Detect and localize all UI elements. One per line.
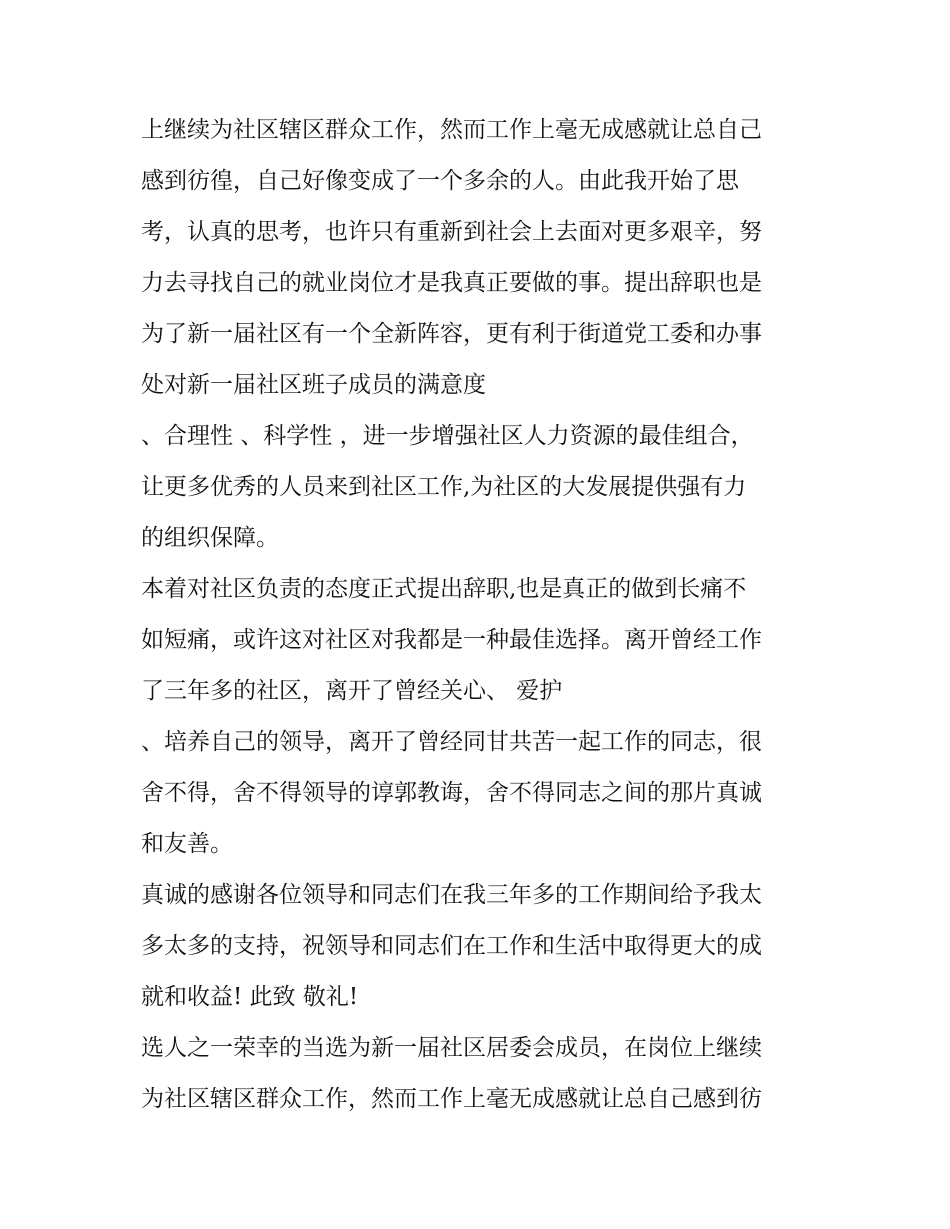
text-line: 的组织保障。 (141, 525, 279, 551)
text-line: 上继续为社区辖区群众工作，然而工作上毫无成感就让总自己 (141, 117, 762, 143)
text-line: 就和收益! 此致 敬礼! (141, 984, 359, 1010)
text-line: 处对新一届社区班子成员的满意度 (141, 372, 486, 398)
text-line: 考，认真的思考，也许只有重新到社会上去面对更多艰辛，努 (141, 219, 762, 245)
body-text (141, 105, 831, 1125)
text-line: 力去寻找自己的就业岗位才是我真正要做的事。提出辞职也是 (141, 270, 762, 296)
text-line: 和友善。 (141, 831, 233, 857)
text-line: 为社区辖区群众工作，然而工作上毫无成感就让总自己感到彷 (141, 1086, 762, 1112)
text-line: 本着对社区负责的态度正式提出辞职,也是真正的做到长痛不 (141, 576, 747, 602)
text-line: 了三年多的社区，离开了曾经关心、 爱护 (141, 678, 563, 704)
text-line: 选人之一荣幸的当选为新一届社区居委会成员，在岗位上继续 (141, 1035, 762, 1061)
text-line: 为了新一届社区有一个全新阵容，更有利于街道党工委和办事 (141, 321, 762, 347)
text-line: 、培养自己的领导，离开了曾经同甘共苦一起工作的同志，很 (141, 729, 762, 755)
text-line: 、合理性 、科学性 ，进一步增强社区人力资源的最佳组合， (141, 423, 754, 449)
text-line: 真诚的感谢各位领导和同志们在我三年多的工作期间给予我太 (141, 882, 762, 908)
text-line: 舍不得，舍不得领导的谆郭教诲，舍不得同志之间的那片真诚 (141, 780, 762, 806)
text-line: 让更多优秀的人员来到社区工作,为社区的大发展提供强有力 (141, 474, 747, 500)
text-line: 感到彷徨，自己好像变成了一个多余的人。由此我开始了思 (141, 168, 739, 194)
text-line: 多太多的支持，祝领导和同志们在工作和生活中取得更大的成 (141, 933, 762, 959)
text-line: 如短痛，或许这对社区对我都是一种最佳选择。离开曾经工作 (141, 627, 762, 653)
